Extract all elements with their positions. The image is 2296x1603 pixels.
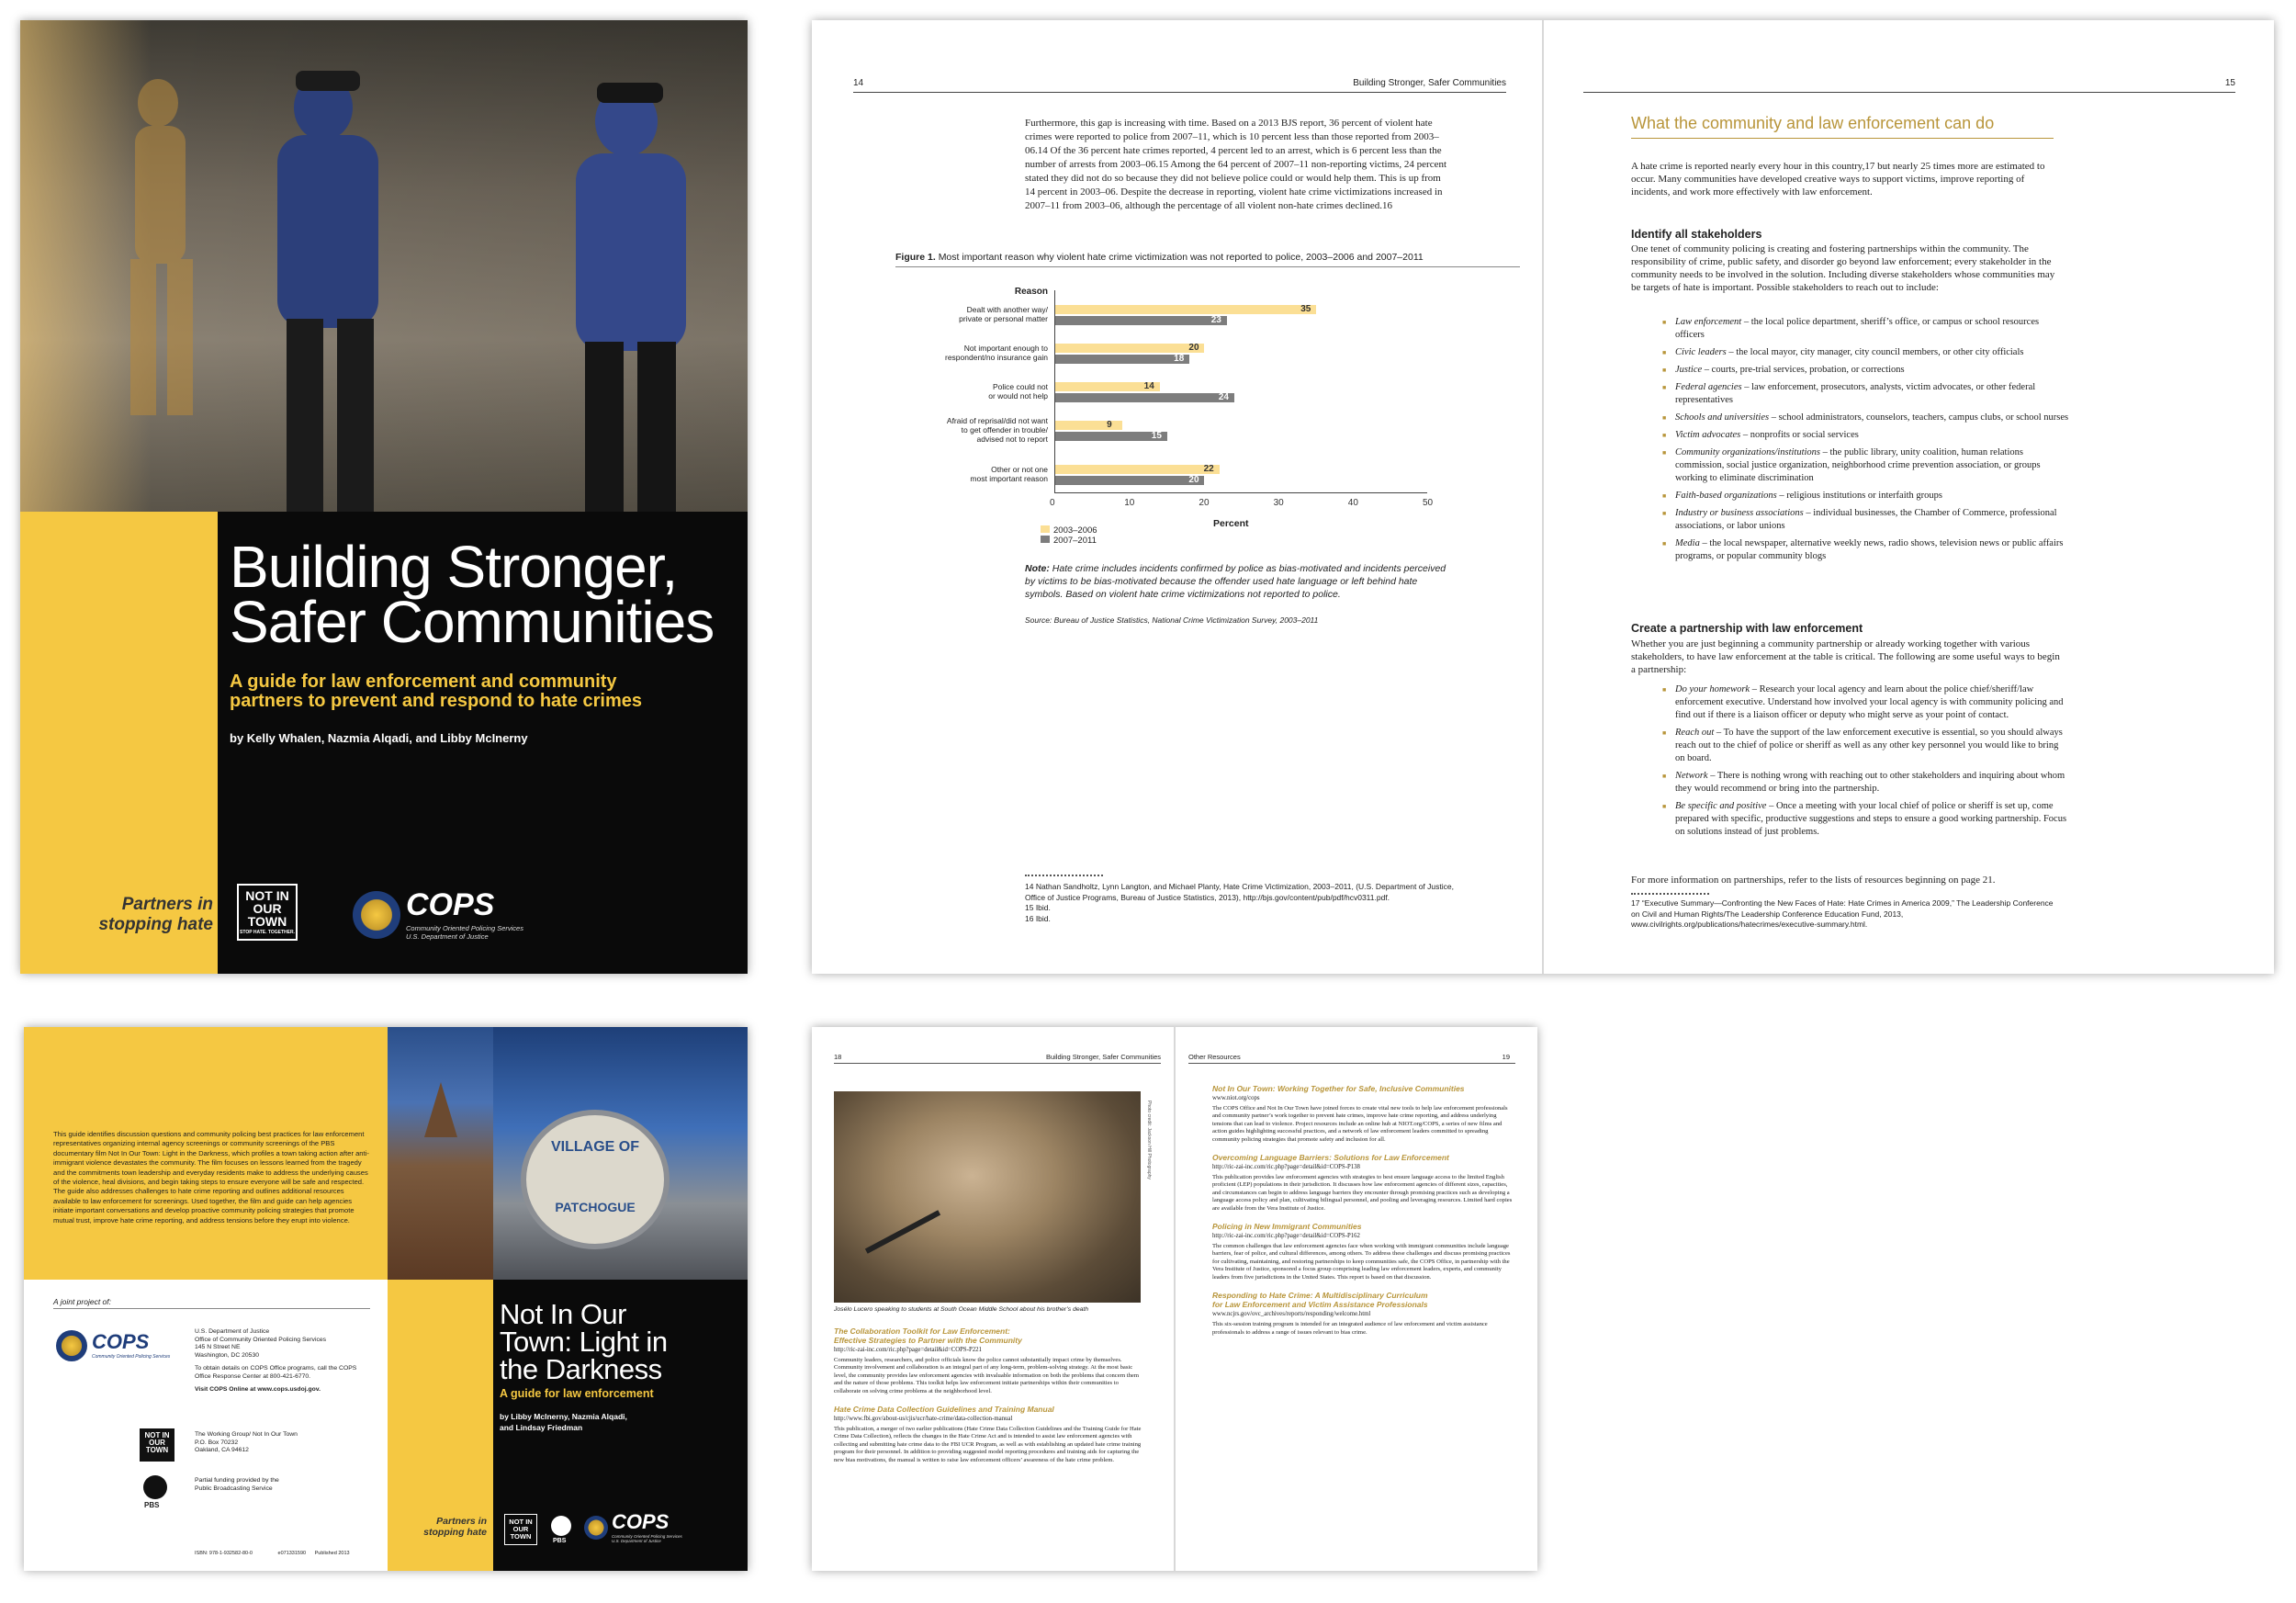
microphone [865, 1210, 940, 1254]
speaker-photo [834, 1091, 1141, 1303]
chart-note [1025, 562, 1457, 601]
photo-caption: Josélo Lucero speaking to students at South Ocean Middle School about his brother’s death [834, 1306, 1089, 1313]
bullet-desc: – To have the support of the law enforcement executive is essential, so you should always reach out to the chief of police or sheriff as well as any other key personnel you would like to bring on board. [1675, 728, 2063, 763]
category-label-line: Police could not [992, 382, 1048, 391]
resource-entry [834, 1405, 1146, 1464]
front-cops-sub [612, 1534, 682, 1543]
bullet-term: Community organizations/institutions [1675, 447, 1821, 457]
bar-value-label: 22 [1203, 464, 1214, 474]
spread2-gutter [1174, 1027, 1176, 1571]
bullet-item [1675, 683, 2070, 722]
bullet-item [1675, 800, 2070, 839]
right-resources [1212, 1084, 1515, 1346]
bullet-term: Be specific and positive [1675, 801, 1767, 811]
category-label [938, 382, 1048, 401]
category-label-line: Dealt with another way/ [966, 305, 1048, 314]
resource-entry [1212, 1291, 1515, 1337]
bullet-desc: – the local newspaper, alternative weekly news, radio shows, television news or public affairs programs, or popular community blogs [1675, 538, 2064, 561]
cover-photo-police-officers [20, 20, 748, 512]
spread2-right-rule [1188, 1063, 1515, 1064]
pbs-funding [195, 1477, 279, 1493]
bullet-item [1675, 446, 2070, 485]
footnote-15: 15 Ibid. [1025, 903, 1051, 912]
resource-title: Overcoming Language Barriers: Solutions for Law Enforcement [1212, 1153, 1449, 1163]
page-number-15: 15 [2224, 78, 2235, 88]
bullet-desc: – nonprofits or social services [1740, 430, 1859, 440]
cover-title [230, 534, 744, 655]
partners-line2: stopping hate [98, 915, 213, 934]
cover-subtitle [230, 672, 744, 711]
footnotes-left [1025, 882, 1457, 924]
figure-caption [895, 252, 1520, 264]
bullet-item [1675, 490, 2070, 502]
bullet-desc: – religious institutions or interfaith groups [1776, 491, 1942, 501]
bullet-item [1675, 507, 2070, 533]
x-tick-label: 30 [1273, 498, 1284, 508]
bullet-term: Do your homework [1675, 684, 1750, 694]
niot-line-0: The Working Group/ Not In Our Town [195, 1431, 298, 1438]
figure-caption-rule [895, 266, 1520, 267]
resource-entry [1212, 1153, 1515, 1213]
cops-logo: COPS [406, 887, 495, 922]
category-label-line: respondent/no insurance gain [945, 353, 1048, 362]
spread2-running-head: Building Stronger, Safer Communities [1045, 1053, 1161, 1061]
cover-authors: by Kelly Whalen, Nazmia Alqadi, and Libby McInerny [230, 731, 528, 745]
resource-url[interactable]: www.niot.org/cops [1212, 1095, 1260, 1101]
niot-guide-cover-spread [24, 1027, 748, 1571]
cops-line2: U.S. Department of Justice [406, 932, 489, 941]
niot-address [195, 1431, 298, 1455]
resource-url[interactable]: http://ric-zai-inc.com/ric.php?page=detail&id=COPS-P138 [1212, 1164, 1360, 1171]
bar-2003-2006 [1055, 465, 1220, 474]
pbs-line-0: Partial funding provided by the [195, 1477, 279, 1484]
niot-guide-subtitle: A guide for law enforcement [500, 1387, 654, 1400]
spread-pages-18-19 [812, 1027, 1537, 1571]
bullet-desc: – individual businesses, the Chamber of Commerce, professional associations, or labor unions [1675, 508, 2057, 531]
resource-description: This publication provides law enforcement agencies with strategies to best ensure language access to the limited English proficient (LEP) populations in their jurisdiction. It discusses how law enforcement agencies of different sizes, capacities, and circumstances can begin to address language barriers they encounter through promising practices such as developing a language access policy and plan, cultivating bilingual personnel, and pooling and leveraging resources. Limited hard copies are available from the Vera Institute of Justice. [1212, 1174, 1513, 1212]
village-sign [521, 1110, 670, 1249]
x-tick-label: 20 [1199, 498, 1210, 508]
category-label-line: private or personal matter [959, 314, 1048, 323]
bar-2003-2006 [1055, 305, 1316, 314]
isbn: ISBN: 978-1-932582-80-0 [195, 1551, 253, 1556]
partners-line1: Partners in [121, 895, 213, 914]
right-heading-rule [1631, 138, 2054, 139]
chart-legend [1041, 525, 1097, 546]
right-page-heading: What the community and law enforcement can do [1631, 114, 1995, 132]
front-niot-logo [504, 1514, 537, 1545]
bullet-desc: – the local mayor, city manager, city council members, or other city officials [1726, 347, 2024, 357]
publication-code: e071331590 [277, 1551, 307, 1556]
front-cover [20, 20, 748, 974]
category-label [938, 344, 1048, 362]
bar-value-label: 35 [1300, 304, 1311, 314]
category-label-line: most important reason [970, 474, 1048, 483]
footnote-17: 17 “Executive Summary—Confronting the New Faces of Hate: Hate Crimes in America 2009,” The Leadership Conference on Civil and Human Rights/The Leadership Conference Education Fund, 2013, www.civilrights.org/publications/hatecrimes/executive-summary.html. [1631, 898, 2054, 929]
chart-source: Source: Bureau of Justice Statistics, National Crime Victimization Survey, 2003–2011 [1025, 615, 1319, 625]
bullet-term: Justice [1675, 365, 1703, 375]
doj-line-3: Washington, DC 20530 [195, 1351, 260, 1359]
doj-line-1: Office of Community Oriented Policing Services [195, 1336, 327, 1343]
bullet-item [1675, 412, 2070, 424]
x-tick-label: 0 [1050, 498, 1055, 508]
category-label [938, 465, 1048, 483]
bar-2007-2011 [1055, 316, 1227, 325]
cover-subtitle-line1: A guide for law enforcement and community [230, 672, 617, 692]
right-running-head: Other Resources [1188, 1053, 1241, 1061]
footnote-16: 16 Ibid. [1025, 913, 1051, 923]
body-paragraph: Furthermore, this gap is increasing with time. Based on a 2013 BJS report, 36 percent of violent hate crimes were reported to police from 2007–11, which is 10 percent less than those reported from 2003–06.14 Of the 36 percent hate crimes reported, 4 percent led to an arrest, which is 6 percent less than the number of arrests from 2003–06.15 Among the 64 percent of 2007–11 non-reporting victims, 24 percent stated they did not do so because they did not believe police could or would help them. This is up from 14 percent in 2003–06. Despite the decrease in reporting, violent hate crime victimizations increased in 2007–11 from 2003–06, although the percentage of all violent non-hate crimes declined.16 [1025, 118, 1447, 211]
subheading-stakeholders: Identify all stakeholders [1631, 228, 1762, 241]
niot-authors-line2: and Lindsay Friedman [500, 1423, 583, 1432]
category-label-line: or would not help [988, 391, 1048, 401]
bullet-term: Law enforcement [1675, 317, 1742, 327]
figure-caption-text: Most important reason why violent hate crime victimization was not reported to police, 2003–2006 and 2007–2011 [938, 252, 1424, 263]
subheading-partnership: Create a partnership with law enforcement [1631, 622, 1863, 635]
legend-swatch-light [1041, 525, 1050, 533]
note-text: Hate crime includes incidents confirmed by police as bias-motivated and incidents perceived by victims to be bias-motivated because the offender used hate language or left behind hate symbols. Based on violent hate crime victimizations not reported to police. [1025, 563, 1446, 600]
front-doj-seal-icon [584, 1516, 608, 1540]
back-cover-intro: This guide identifies discussion questions and community policing best practices for law enforcement representatives organizing internal agency screenings or community screenings of the PBS documentary film Not In Our Town: Light in the Darkness, which profiles a town taking action after anti-immigrant violence devastates the community. The film focuses on lessons learned from the tragedy and the commitments town leadership and everyday residents make to address the underlying causes of the violence, heal divisions, and begin taking steps to ensure everyone will be safe and respected. The guide also addresses challenges to hate crime reporting and outlines additional resources available to law enforcement for screenings. Used together, the film and guide can help agencies initiate important conversations and develop proactive community policing strategies that promote mutual trust, improve hate crime reporting, and address tensions before they erupt into violence. [53, 1130, 369, 1225]
front-partners-tagline [391, 1516, 487, 1538]
bullet-term: Civic leaders [1675, 347, 1727, 357]
bar-value-label: 15 [1151, 431, 1162, 441]
page-number-18: 18 [834, 1053, 842, 1061]
pbs-logo-text: PBS [144, 1501, 160, 1509]
bullet-term: Faith-based organizations [1675, 491, 1777, 501]
category-label [938, 416, 1048, 444]
resource-url[interactable]: www.ncjrs.gov/ovc_archives/reports/responding/welcome.html [1212, 1311, 1371, 1318]
doj-line-0: U.S. Department of Justice [195, 1328, 270, 1335]
bullet-desc: – courts, pre-trial services, probation, or corrections [1702, 365, 1905, 375]
legend-label-2007-2011: 2007–2011 [1053, 536, 1097, 546]
x-tick-label: 40 [1347, 498, 1358, 508]
footnote-dots [1025, 875, 1103, 876]
doj-line-2: 145 N Street NE [195, 1344, 241, 1351]
bullet-desc: – There is nothing wrong with reaching out to other stakeholders and inquiring about whom they would recommend or bring into the partnership. [1675, 771, 2065, 794]
legend-label-2003-2006: 2003–2006 [1053, 525, 1097, 536]
niot-authors-line1: by Libby McInerny, Nazmia Alqadi, [500, 1412, 627, 1421]
resource-title: Not In Our Town: Working Together for Safe, Inclusive Communities [1212, 1084, 1465, 1093]
stakeholder-list [1675, 316, 2070, 568]
niot-logo [237, 884, 298, 941]
left-resources [834, 1326, 1146, 1473]
resource-title-line2: Effective Strategies to Partner with the Community [834, 1336, 1022, 1345]
category-label [938, 305, 1048, 323]
resource-title: Policing in New Immigrant Communities [1212, 1222, 1362, 1232]
photo-credit: Photo credit: Jackson Hill Photography [1146, 1101, 1152, 1180]
chart-category-heading: Reason [1014, 287, 1048, 297]
footnote-14: 14 Nathan Sandholtz, Lynn Langton, and Michael Planty, Hate Crime Victimization, 2003–2011, (U.S. Department of Justice, Office of Justice Programs, Bureau of Justice Statistics, 2013), http://bjs.gov/content/pub/pdf/hcv0311.pdf. [1025, 882, 1454, 902]
village-sign-photo [493, 1027, 748, 1280]
niot-logo-text: NOT IN OUR TOWN [245, 888, 289, 929]
bullet-desc: – the public library, unity coalition, human relations commission, social justice organization, neighborhood crime prevention association, or groups working to eliminate discrimination [1675, 447, 2041, 483]
front-cops-logo: COPS [612, 1510, 670, 1533]
more-info-line: For more information on partnerships, refer to the lists of resources beginning on page 21. [1631, 875, 1996, 886]
doj-web: Visit COPS Online at www.cops.usdoj.gov. [195, 1385, 321, 1393]
bullet-desc: – Once a meeting with your local chief of police or sheriff is set up, come prepared with specific, productive suggestions and steps to ensure a good working partnership. Focus on solutions instead of just problems. [1675, 801, 2067, 837]
bar-2003-2006 [1055, 344, 1204, 353]
stakeholders-intro: One tenet of community policing is creating and fostering partnerships within the community. The responsibility of crime, public safety, and disorder go beyond law enforcement; every stakeholder in the community needs to be involved in the solution. Including diverse stakeholders whose communities may be targets of hate is important. Possible stakeholders to reach out to include: [1631, 243, 2055, 293]
resource-description: This six-session training program is intended for an integrated audience of law enforcement and victim assistance professionals to address a range of issues relevant to bias crime. [1212, 1321, 1488, 1336]
chart-plot-area [895, 277, 1520, 553]
bullet-term: Network [1675, 771, 1708, 781]
front-pbs-logo-icon [551, 1516, 571, 1536]
back-doj-seal-icon [56, 1330, 87, 1361]
niot-title-line2: Town: Light in [500, 1326, 668, 1358]
cops-line1: Community Oriented Policing Services [406, 924, 523, 932]
category-label-line: Not important enough to [963, 344, 1048, 353]
resource-entry [834, 1326, 1146, 1395]
cover-subtitle-line2: partners to prevent and respond to hate crimes [230, 691, 642, 711]
bar-2007-2011 [1055, 476, 1204, 485]
cover-title-line2: Safer Communities [230, 589, 715, 655]
sign-text-bottom: PATCHOGUE [555, 1200, 636, 1214]
resource-title: Responding to Hate Crime: A Multidisciplinary Curriculum [1212, 1291, 1428, 1301]
bullet-desc: – Research your local agency and learn about the police chief/sheriff/law enforcement executive. Understand how involved your local agency is with community policing and find out if there is a liaison officer or deputy who might serve as your point of contact. [1675, 684, 2064, 720]
bullet-term: Industry or business associations [1675, 508, 1804, 518]
spread-gutter [1542, 20, 1544, 974]
bullet-desc: – school administrators, counselors, teachers, campus clubs, or school nurses [1769, 412, 2069, 423]
spread2-left-rule [834, 1063, 1161, 1064]
legend-item-2007-2011 [1041, 536, 1097, 546]
bar-value-label: 24 [1218, 392, 1229, 402]
front-pbs-logo-text: PBS [553, 1538, 567, 1544]
niot-line-2: Oakland, CA 94612 [195, 1447, 249, 1454]
bullet-item [1675, 770, 2070, 796]
bar-value-label: 9 [1107, 420, 1112, 430]
category-label-line: Other or not one [991, 465, 1048, 474]
bar-value-label: 23 [1210, 315, 1221, 325]
niot-title-line1: Not In Our [500, 1298, 626, 1330]
back-cops-logo: COPS [92, 1330, 150, 1353]
resource-url[interactable]: http://ric-zai-inc.com/ric.php?page=detail&id=COPS-P162 [1212, 1233, 1360, 1240]
bullet-item [1675, 727, 2070, 765]
doj-seal-icon [353, 891, 400, 939]
bar-value-label: 14 [1143, 381, 1154, 391]
chart-xlabel: Percent [1213, 518, 1249, 529]
church-photo [388, 1027, 493, 1280]
right-intro: A hate crime is reported nearly every hour in this country,17 but nearly 25 times more are estimated to occur. Many communities have developed creative ways to support victims, improve reporting of incidents, and work more effectively with law enforcement. [1631, 161, 2045, 198]
bar-value-label: 20 [1188, 343, 1199, 353]
front-partners-line2: stopping hate [423, 1527, 487, 1538]
bullet-desc: – law enforcement, prosecutors, analysts, victim advocates, or other federal representatives [1675, 382, 2036, 405]
sign-text-top: VILLAGE OF [551, 1139, 639, 1155]
right-page-rule [1583, 92, 2235, 93]
niot-guide-title [500, 1298, 743, 1385]
front-cops-line1: Community Oriented Policing Services [612, 1534, 682, 1539]
resource-url[interactable]: http://ric-zai-inc.com/ric.php?page=detail&id=COPS-P221 [834, 1347, 982, 1353]
bullet-term: Schools and universities [1675, 412, 1770, 423]
bullet-item [1675, 346, 2070, 359]
bullet-item [1675, 429, 2070, 442]
cover-title-line1: Building Stronger, [230, 534, 678, 600]
figure-label: Figure 1. [895, 252, 936, 263]
resource-url[interactable]: http://www.fbi.gov/about-us/cjis/ucr/hate-crime/data-collection-manual [834, 1416, 1013, 1423]
bar-2007-2011 [1055, 432, 1167, 441]
running-head: Building Stronger, Safer Communities [1353, 78, 1506, 88]
category-label-line: Afraid of reprisal/did not want [946, 416, 1048, 425]
bullet-item [1675, 364, 2070, 377]
niot-logo-tagline: STOP HATE. TOGETHER. [240, 930, 295, 935]
niot-guide-authors [500, 1411, 627, 1433]
pbs-logo-icon [143, 1475, 167, 1499]
bullet-desc: – the local police department, sheriff’s office, or campus or school resources officers [1675, 317, 2040, 340]
x-tick-label: 50 [1423, 498, 1434, 508]
category-label-line: to get offender in trouble/ [961, 425, 1048, 435]
published-year: Published 2013 [314, 1551, 350, 1556]
bullet-term: Media [1675, 538, 1700, 548]
bullet-term: Federal agencies [1675, 382, 1742, 392]
doj-address [195, 1328, 369, 1394]
partnership-intro: Whether you are just beginning a community partnership or already working together with various stakeholders, to have law enforcement at the table is critical. The following are some useful ways to begin a partnership: [1631, 638, 2060, 675]
back-cops-sub: Community Oriented Policing Services [92, 1354, 171, 1360]
front-cops-line2: U.S. Department of Justice [612, 1539, 661, 1543]
bullet-term: Reach out [1675, 728, 1715, 738]
pbs-line-1: Public Broadcasting Service [195, 1484, 273, 1492]
bar-chart [895, 277, 1520, 553]
joint-project-rule [53, 1308, 370, 1309]
bar-value-label: 20 [1188, 475, 1199, 485]
resource-entry [1212, 1222, 1515, 1281]
joint-project-label: A joint project of: [53, 1297, 111, 1306]
legend-swatch-dark [1041, 536, 1050, 543]
bar-value-label: 18 [1174, 354, 1185, 364]
niot-line-1: P.O. Box 70232 [195, 1439, 239, 1446]
cops-subtitle [406, 924, 523, 941]
resource-description: The common challenges that law enforcement agencies face when working with immigrant communities include language barriers, fear of police, and cultural differences, among others. To address these challenges and discuss promising practices for cultivating, maintaining, and restoring partnerships to keep communities safe, the COPS Office, in partnership with the Vera Institute of Justice, sponsored a focus group comprising leading law enforcement leaders, experts, and community leaders from five jurisdictions in the United States. This report is based on that discussion. [1212, 1243, 1511, 1281]
resource-description: The COPS Office and Not In Our Town have joined forces to create vital new tools to help law enforcement professionals and community partner’s work together to prevent hate crimes, improve hate crime reporting, and address underlying tensions that can lead to violence. Project resources include an online hub at NIOT.org/COPS, a series of new films and action guides highlighting successful practices, and a network of law enforcement leaders committed to spreading community policing strategies that promote safety and inclusion for all. [1212, 1105, 1508, 1143]
bar-2007-2011 [1055, 355, 1189, 364]
bullet-item [1675, 316, 2070, 342]
resource-title: The Collaboration Toolkit for Law Enforcement: [834, 1326, 1010, 1336]
niot-title-line3: the Darkness [500, 1353, 662, 1385]
page-number-19: 19 [1502, 1053, 1510, 1061]
resource-description: This publication, a merger of two earlier publications (Hate Crime Data Collection Guidelines and the Training Guide for Hate Crime Data Collection), reflects the changes in the Hate Crime Act and is intended to assist law enforcement agencies with collecting and submitting hate crime data to the FBI UCR Program, as well as with establishing an updated hate crime training program for their personnel. In addition to providing suggested model reporting procedures and training aids for capturing the new bias motivations, the manual is written to raise law enforcement officers’ awareness of the hate crime problem. [834, 1426, 1142, 1463]
front-partners-line1: Partners in [436, 1516, 487, 1527]
note-label: Note: [1025, 563, 1050, 574]
resource-description: Community leaders, researchers, and police officials know the police cannot substantially impact crime by themselves. Community involvement and collaboration is an integral part of any long-term, problem-solving strategy. At the most basic level, the community provides law enforcement agencies with invaluable information on both the problems that concern them and the nature of those problems. This toolkit helps law enforcement initiate partnerships within their communities to collaborate on solving crime problems at the neighborhood level. [834, 1357, 1139, 1394]
running-head-rule [853, 92, 1506, 93]
bullet-term: Victim advocates [1675, 430, 1741, 440]
category-label-line: advised not to report [976, 435, 1048, 444]
partnership-list [1675, 683, 2070, 843]
church-tower [424, 1082, 457, 1137]
officers-illustration [20, 20, 748, 512]
bar-2003-2006 [1055, 421, 1122, 430]
bullet-item [1675, 381, 2070, 407]
doj-contact: To obtain details on COPS Office programs, call the COPS Office Response Center at 800-421-6770. [195, 1365, 357, 1380]
isbn-line [195, 1551, 378, 1556]
resource-title: Hate Crime Data Collection Guidelines and Training Manual [834, 1405, 1054, 1415]
back-niot-logo-text: NOT IN OUR TOWN [144, 1431, 170, 1454]
spread-pages-14-15 [812, 20, 2274, 974]
footnote-dots-right [1631, 893, 1709, 895]
page-number-14: 14 [853, 78, 864, 88]
x-tick-label: 10 [1124, 498, 1135, 508]
cover-partners-tagline [57, 895, 213, 935]
resource-entry [1212, 1084, 1515, 1144]
back-niot-logo [140, 1428, 174, 1462]
legend-item-2003-2006 [1041, 525, 1097, 536]
front-niot-logo-text: NOT IN OUR TOWN [509, 1518, 533, 1541]
bar-2007-2011 [1055, 393, 1234, 402]
resource-title-line2: for Law Enforcement and Victim Assistance Professionals [1212, 1300, 1428, 1310]
bullet-item [1675, 537, 2070, 563]
